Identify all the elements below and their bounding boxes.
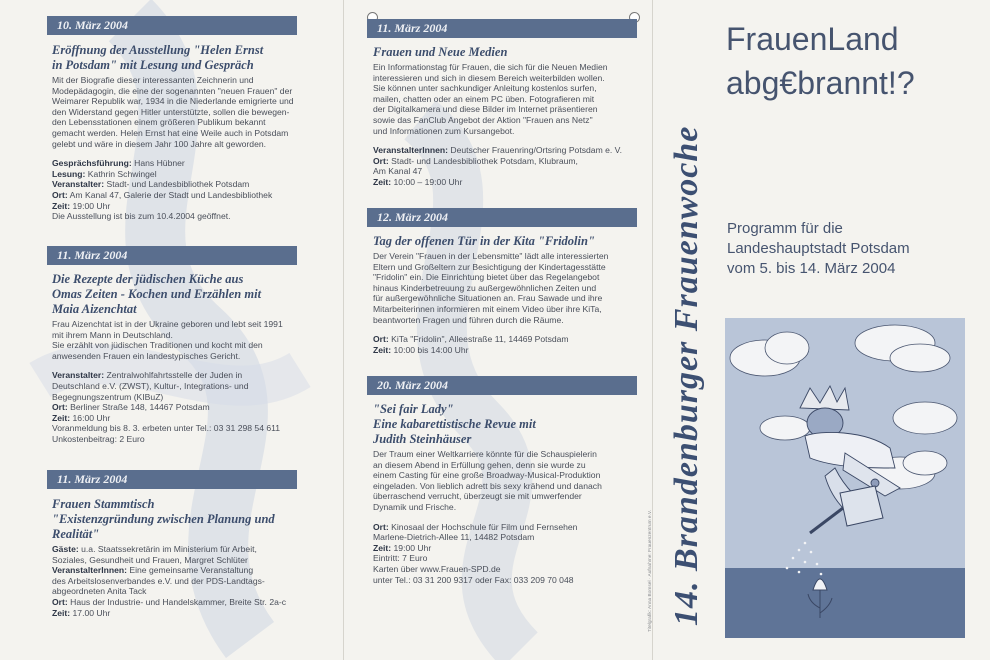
headline-line: FrauenLand	[726, 21, 899, 57]
subtitle-line: Programm für die	[727, 220, 843, 237]
info-line: Ort: Stadt- und Landesbibliothek Potsdam, Klubraum, Am Kanal 47	[373, 155, 578, 177]
event-title: Frauen und Neue Medien	[373, 45, 508, 59]
date-bar: 11. März 2004	[47, 470, 297, 489]
cover-illustration	[725, 318, 965, 638]
event-title: Tag der offenen Tür in der Kita "Fridolin"	[373, 234, 595, 248]
event-body: Der Traum einer Weltkarriere könnte für die Schauspielerin an diesem Abend in Erfüllung gehen, denn sie wurde zu einem Casting für eine große Broadway-Musical-Produktion eingeladen. Von lieblich adrett bis sexy krähend und danach überraschend verrucht, überzeugt sie mit umwerfender Dynamik und Frische.	[373, 449, 602, 512]
info-line: Ort: KiTa "Fridolin", Alleestraße 11, 14469 Potsdam	[373, 334, 569, 345]
info-line: Ort: Haus der Industrie- und Handelskammer, Breite Str. 2a-c	[52, 596, 287, 607]
event-info	[52, 158, 337, 222]
event-title: Frauen Stammtisch "Existenzgründung zwischen Planung und Realität"	[52, 497, 275, 541]
info-line: Unkostenbeitrag: 2 Euro	[52, 433, 145, 444]
event-neue-medien	[373, 45, 645, 188]
info-line: Lesung: Kathrin Schwingel	[52, 168, 157, 179]
date-bar: 10. März 2004	[47, 16, 297, 35]
event-title: "Sei fair Lady" Eine kabarettistische Revue mit Judith Steinhäuser	[373, 402, 536, 446]
image-credit: Titelgrafik: Anna Bomsel · Aufnahme: Frauenzentrum e.V.	[648, 509, 653, 632]
info-line: Eintritt: 7 Euro	[373, 553, 428, 564]
event-info	[52, 544, 337, 618]
date-bar: 20. März 2004	[367, 376, 637, 395]
event-body: Frau Aizenchtat ist in der Ukraine geboren und lebt seit 1991 mit ihrem Mann in Deutschland. Sie erzählt von jüdischen Traditionen und kocht mit den anwesenden Frauen ein landestypisches Gericht.	[52, 319, 283, 361]
event-body: Ein Informationstag für Frauen, die sich für die Neuen Medien interessieren und sich in diesem Bereich weiterbilden wollen. Sie können unter sachkundiger Anleitung kostenlos surfen, mailen, chatten oder an einem PC üben. Fotografieren mit der Digitalkamera und diese Bilder im Internet präsentieren sowie das FanClub Angebot der Aktion "Frauen ans Netz" und Informationen zum Kursangebot.	[373, 62, 608, 136]
info-line: Voranmeldung bis 8. 3. erbeten unter Tel.: 03 31 298 54 611	[52, 423, 281, 434]
info-line: Zeit: 10:00 bis 14:00 Uhr	[373, 344, 469, 355]
vertical-title: 14. Brandenburger Frauenwoche	[668, 125, 705, 626]
event-body: Mit der Biografie dieser interessanten Zeichnerin und Modepädagogin, die eine der sogenannten "neuen Frauen" der Weimarer Republik war, 1934 in die Niederlande emigrierte und den Widerstand gegen Hitler unterstützte, sollen die bewegen- den Lebensstationen einem größeren Publikum bekannt gemacht werden. Helen Ernst hat eine Weile auch in Potsdam gelebt und wäre in diesem Jahr 100 Jahre alt geworden.	[52, 75, 294, 149]
info-line: Gesprächsführung: Hans Hübner	[52, 158, 185, 169]
info-line: Karten über www.Frauen-SPD.de	[373, 563, 501, 574]
fold-line	[343, 0, 344, 660]
date-bar: 11. März 2004	[47, 246, 297, 265]
info-line: Ort: Berliner Straße 148, 14467 Potsdam	[52, 402, 210, 413]
date-bar: 11. März 2004	[367, 19, 637, 38]
event-title: Eröffnung der Ausstellung "Helen Ernst in Potsdam" mit Lesung und Gespräch	[52, 43, 264, 72]
info-line: Zeit: 19:00 Uhr	[52, 200, 111, 211]
event-body: Der Verein "Frauen in der Lebensmitte" lädt alle interessierten Eltern und Großeltern zur Besichtigung der Kindertagesstätte "Fridolin" ein. Die Einrichtung bietet über das Regelangebot hinaus Kinderbetreuung zu außergewöhnlichen Zeiten und für außergewöhnliche Situationen an. Frau Sawade und ihre Mitarbeiterinnen informieren mit einem Video über ihre KiTa, beantworten Fragen und führen durch die Räume.	[373, 251, 609, 325]
subtitle-line: vom 5. bis 14. März 2004	[727, 260, 896, 277]
info-line: Veranstalter: Stadt- und Landesbibliothek Potsdam	[52, 179, 250, 190]
event-juedische-kueche	[52, 272, 337, 445]
event-info	[373, 145, 645, 187]
info-line: Zeit: 19:00 Uhr	[373, 542, 432, 553]
panel-middle	[345, 0, 650, 660]
cover-headline	[726, 17, 915, 105]
event-sei-fair-lady	[373, 402, 645, 585]
info-line: Zeit: 17.00 Uhr	[52, 607, 111, 618]
info-line: VeranstalterInnen: Eine gemeinsame Veranstaltung des Arbeitslosenverbandes e.V. und der PDS-Landtags- abgeordneten Anita Tack	[52, 565, 265, 597]
panel-left	[0, 0, 340, 660]
info-line: Zeit: 10:00 – 19:00 Uhr	[373, 176, 463, 187]
info-line: Veranstalter: Zentralwohlfahrtsstelle der Juden in Deutschland e.V. (ZWST), Kultur-, Integrations- und Begegnungszentrum (KIBuZ)	[52, 370, 249, 402]
event-helen-ernst	[52, 43, 337, 222]
info-line: unter Tel.: 03 31 200 9317 oder Fax: 033 209 70 048	[373, 574, 574, 585]
info-line: Gäste: u.a. Staatssekretärin im Ministerium für Arbeit, Soziales, Gesundheit und Frauen, Margret Schlüter	[52, 544, 257, 565]
event-title: Die Rezepte der jüdischen Küche aus Omas Zeiten - Kochen und Erzählen mit Maia Aizenchtat	[52, 272, 262, 316]
event-kita-fridolin	[373, 234, 645, 355]
info-line: Ort: Am Kanal 47, Galerie der Stadt und Landesbibliothek	[52, 189, 273, 200]
info-line: VeranstalterInnen: Deutscher Frauenring/Ortsring Potsdam e. V.	[373, 145, 623, 156]
event-frauen-stammtisch	[52, 497, 337, 618]
event-info	[373, 522, 645, 586]
subtitle-line: Landeshauptstadt Potsdam	[727, 240, 910, 257]
info-line: Die Ausstellung ist bis zum 10.4.2004 geöffnet.	[52, 211, 231, 222]
event-info	[373, 334, 645, 355]
event-info	[52, 370, 337, 444]
date-bar: 12. März 2004	[367, 208, 637, 227]
info-line: Ort: Kinosaal der Hochschule für Film und Fernsehen Marlene-Dietrich-Allee 11, 14482 Potsdam	[373, 521, 578, 543]
cover-subtitle	[727, 219, 910, 279]
headline-line: abg€brannt!?	[726, 65, 915, 101]
info-line: Zeit: 16:00 Uhr	[52, 412, 111, 423]
